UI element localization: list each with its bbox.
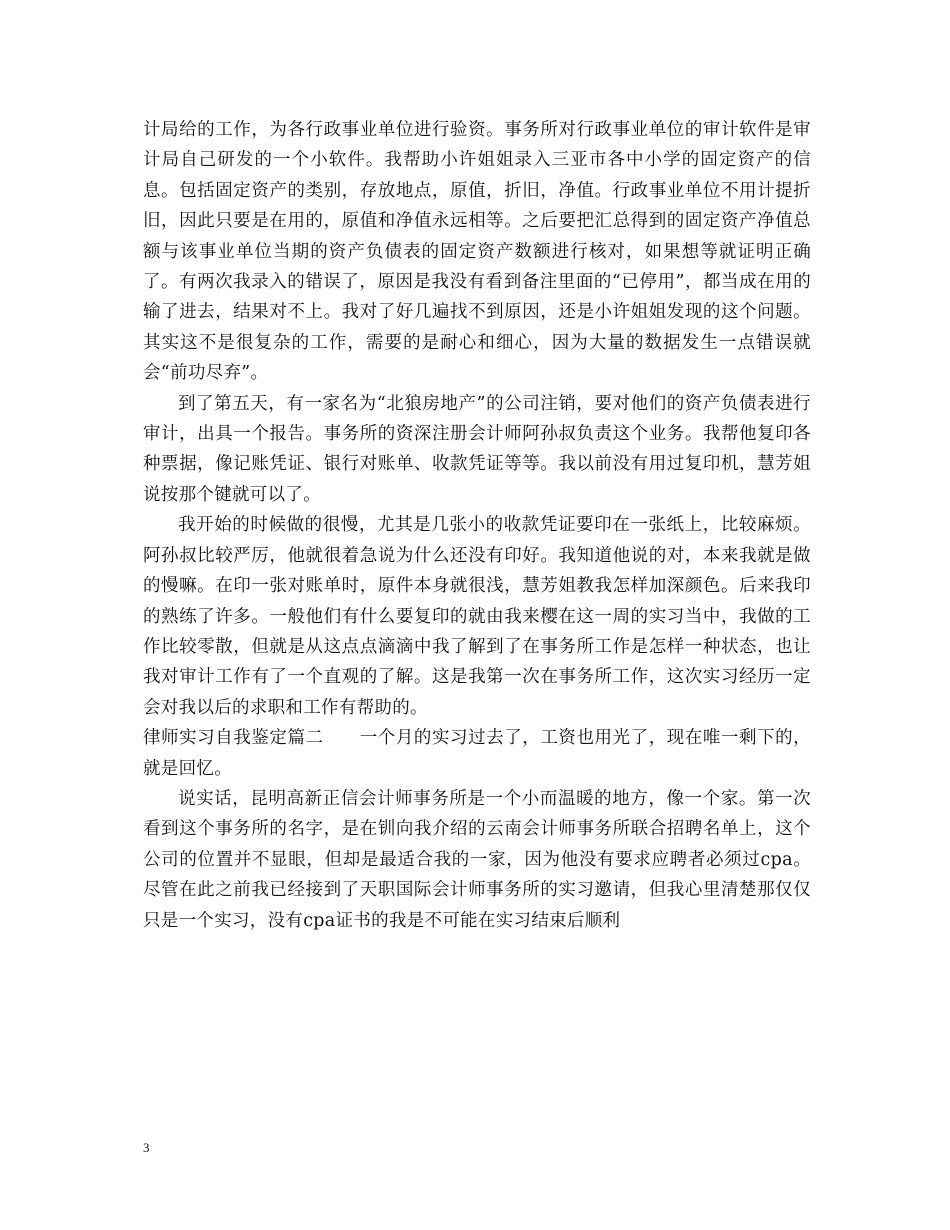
paragraph-3: 我开始的时候做的很慢，尤其是几张小的收款凭证要印在一张纸上，比较麻烦。阿孙叔比较严厉，他就很着急说为什么还没有印好。我知道他说的对，本来我就是做的慢嘛。在印一张对账单时，原件本身就很浅，慧芳姐教我怎样加深颜色。后来我印的熟练了许多。一般他们有什么要复印的就由我来樱在这一周的实习当中，我做的工作比较零散，但就是从这点点滴滴中我了解到了在事务所工作是怎样一种状态，也让我对审计工作有了一个直观的了解。这是我第一次在事务所工作，这次实习经历一定会对我以后的求职和工作有帮助的。 [143, 515, 811, 718]
paragraph-4: 律师实习自我鉴定篇二 一个月的实习过去了，工资也用光了，现在唯一剩下的，就是回忆。 [143, 728, 811, 779]
body-text [143, 115, 811, 936]
page-number: 3 [143, 1140, 150, 1155]
paragraph-1: 计局给的工作，为各行政事业单位进行验资。事务所对行政事业单位的审计软件是审计局自己研发的一个小软件。我帮助小许姐姐录入三亚市各中小学的固定资产的信息。包括固定资产的类别，存放地点，原值，折旧，净值。行政事业单位不用计提折旧，因此只要是在用的，原值和净值永远相等。之后要把汇总得到的固定资产净值总额与该事业单位当期的资产负债表的固定资产数额进行核对，如果想等就证明正确了。有两次我录入的错误了，原因是我没有看到备注里面的“已停用”，都当成在用的输了进去，结果对不上。我对了好几遍找不到原因，还是小许姐姐发现的这个问题。其实这不是很复杂的工作，需要的是耐心和细心，因为大量的数据发生一点错误就会“前功尽弃”。 [143, 120, 811, 384]
paragraph-2: 到了第五天，有一家名为“北狼房地产”的公司注销，要对他们的资产负债表进行审计，出具一个报告。事务所的资深注册会计师阿孙叔负责这个业务。我帮他复印各种票据，像记账凭证、银行对账单、收款凭证等等。我以前没有用过复印机，慧芳姐说按那个键就可以了。 [143, 393, 811, 505]
paragraph-5: 说实话，昆明高新正信会计师事务所是一个小而温暖的地方，像一个家。第一次看到这个事务所的名字，是在钏向我介绍的云南会计师事务所联合招聘名单上，这个公司的位置并不显眼，但却是最适合我的一家，因为他没有要求应聘者必须过cpa。尽管在此之前我已经接到了天职国际会计师事务所的实习邀请，但我心里清楚那仅仅只是一个实习，没有cpa证书的我是不可能在实习结束后顺利 [143, 788, 811, 931]
